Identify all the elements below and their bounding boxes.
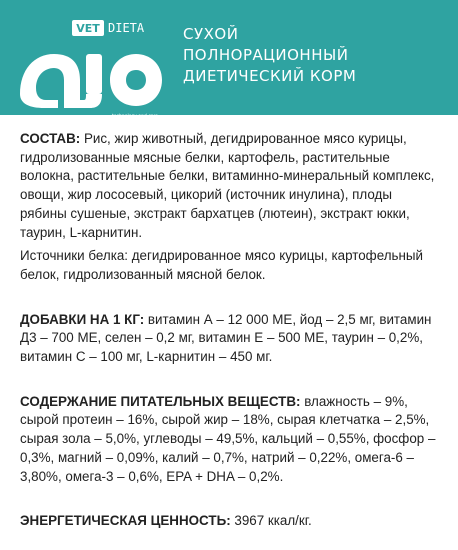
composition-label: СОСТАВ:	[20, 131, 81, 146]
product-description	[20, 130, 440, 531]
energy-label: ЭНЕРГЕТИЧЕСКАЯ ЦЕННОСТЬ:	[20, 513, 231, 529]
composition-text: Рис, жир животный, дегидрированное мясо курицы, гидролизованные мясные белки, картофель, растительные волокна, растительные белки, витаминно-минеральный комплекс, овощи, жир лососевый, цикорий (источник инулина), плоды рябины сушеные, экстракт бархатцев (лютеин), экстракт юкки, таурин, L-карнитин.	[20, 131, 435, 240]
logo-letter-j	[86, 54, 102, 94]
header-banner	[0, 0, 458, 119]
protein-sources-paragraph: Источники белка: дегидрированное мясо курицы, картофельный белок, гидролизованный мясной белок.	[20, 248, 423, 282]
product-title	[183, 24, 356, 87]
brand-tagline: technology and care	[112, 114, 159, 119]
logo-letter-a	[20, 54, 80, 108]
additives-label: ДОБАВКИ НА 1 КГ:	[20, 311, 145, 327]
logo-letter-o	[110, 54, 162, 106]
nutrients-paragraph	[20, 393, 440, 487]
composition-paragraph	[20, 130, 440, 242]
energy-paragraph	[20, 512, 440, 531]
additives-paragraph	[20, 311, 440, 367]
nutrients-text: влажность – 9%, сырой протеин – 16%, сырой жир – 18%, сырая клетчатка – 2,5%, сырая зола – 5,0%, углеводы – 49,5%, кальций – 0,55%, фосфор – 0,3%, магний – 0,09%, калий – 0,7%, натрий – 0,22%, омега-6 – 3,80%, омега-3 – 0,6%, EPA + DHA – 0,2%.	[20, 393, 436, 484]
title-line-3: ДИЕТИЧЕСКИЙ КОРМ	[183, 67, 357, 85]
title-line-2: ПОЛНОРАЦИОННЫЙ	[183, 46, 349, 64]
vet-badge-text: VET	[76, 22, 100, 35]
title-line-1: СУХОЙ	[183, 25, 239, 43]
energy-text: 3967 ккал/кг.	[230, 513, 312, 529]
nutrients-label: СОДЕРЖАНИЕ ПИТАТЕЛЬНЫХ ВЕЩЕСТВ:	[20, 393, 301, 409]
brand-logo	[14, 18, 174, 119]
logo-letter-j-hook	[80, 94, 102, 108]
additives-text: витамин А – 12 000 МЕ, йод – 2,5 мг, витамин Д3 – 700 МЕ, селен – 0,2 мг, витамин Е – 500 МЕ, таурин – 0,2%, витамин С – 100 мг, L-карнитин – 450 мг.	[20, 311, 432, 365]
dieta-text: DIETA	[108, 21, 145, 35]
